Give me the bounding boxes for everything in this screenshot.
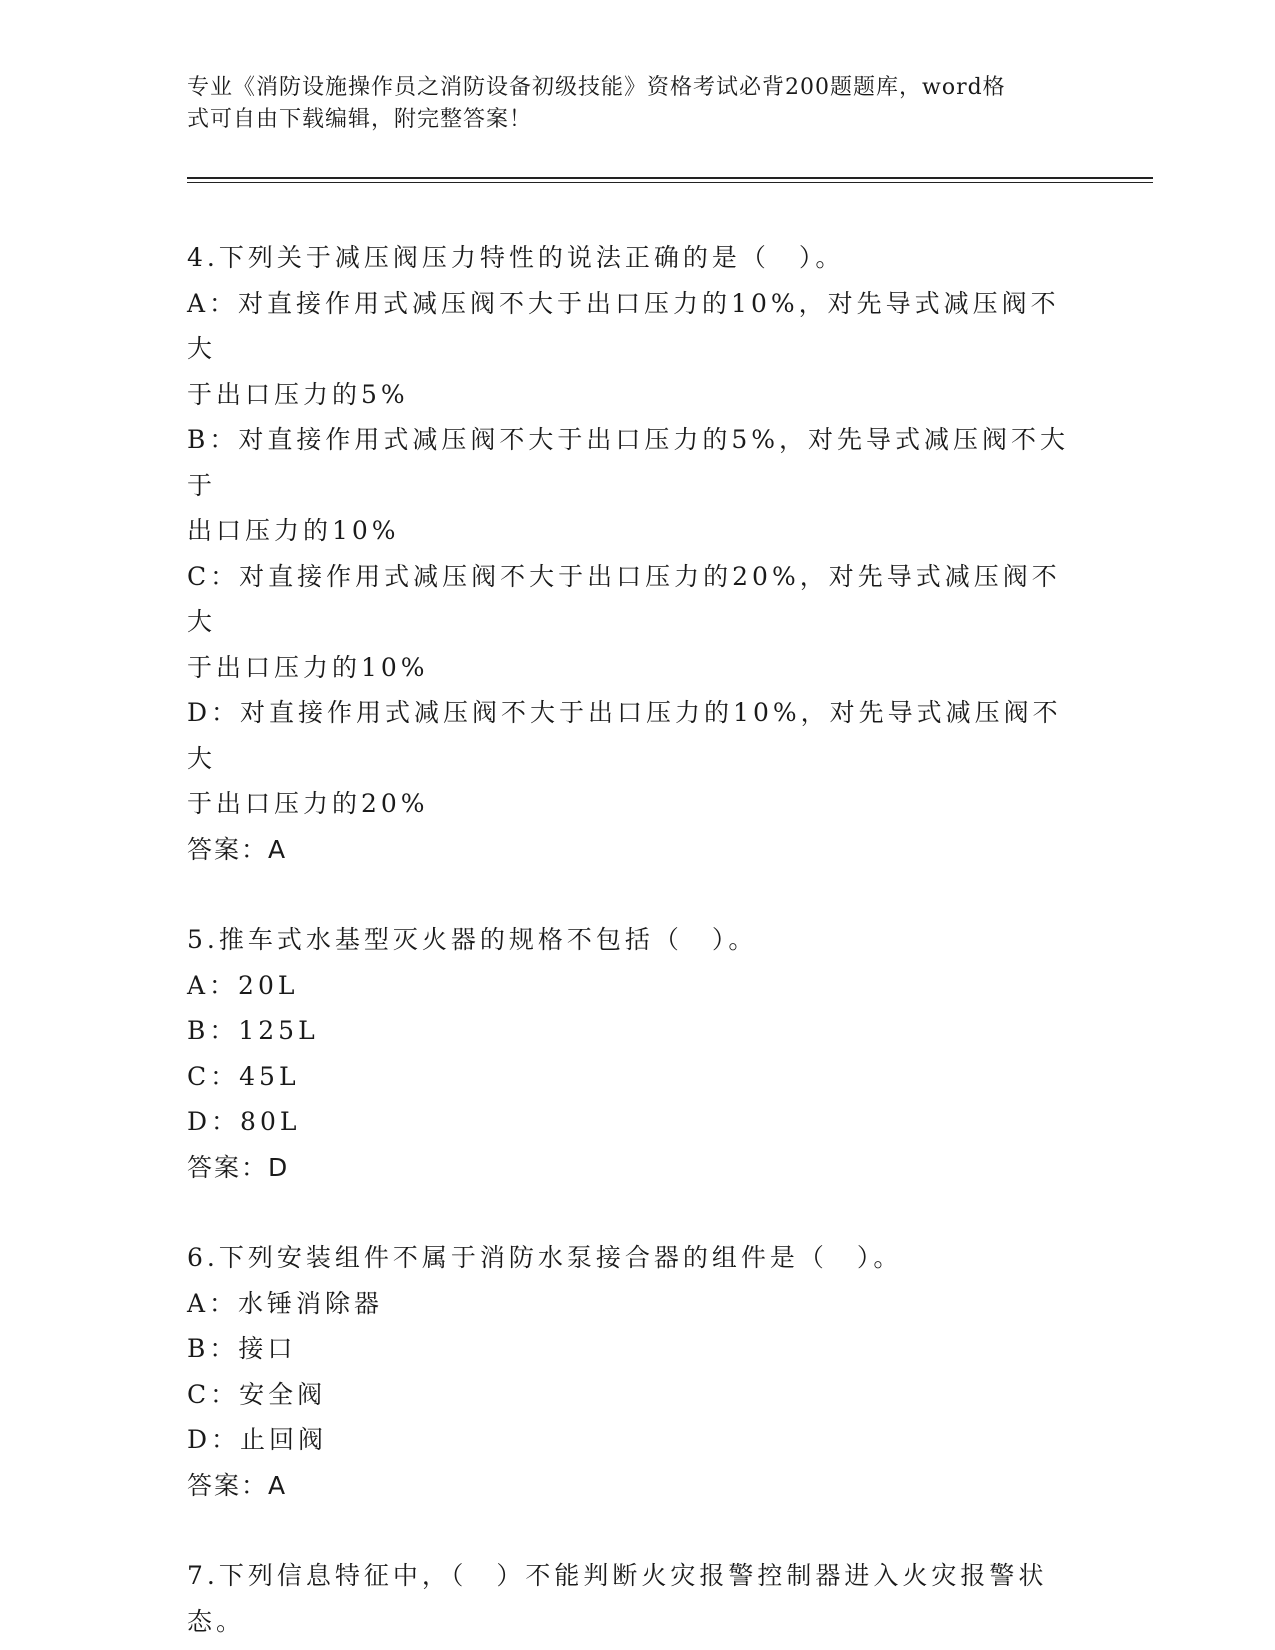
- question-option: C：安全阀: [187, 1379, 327, 1409]
- question-stem: 6.下列安装组件不属于消防水泵接合器的组件是（ ）。: [187, 1243, 903, 1272]
- question-spacer: [187, 872, 1087, 917]
- header-divider-thick: [187, 177, 1153, 179]
- question-option: B：125L: [187, 1016, 319, 1045]
- question-option: A：对直接作用式减压阀不大于出口压力的10%，对先导式减压阀不大: [187, 288, 1060, 363]
- question-option: 于出口压力的10%: [187, 652, 429, 682]
- question-answer: 答案：A: [187, 1470, 288, 1500]
- question-option: A：水锤消除器: [187, 1288, 384, 1318]
- question-option: C：45L: [187, 1061, 300, 1091]
- question-option: D：80L: [187, 1107, 301, 1136]
- document-header: [187, 72, 1067, 136]
- header-line-2: 式可自由下载编辑，附完整答案！: [187, 107, 533, 132]
- question-option: D：止回阀: [187, 1425, 328, 1454]
- question-block: [187, 1235, 1087, 1508]
- header-line-1: 专业《消防设施操作员之消防设备初级技能》资格考试必背200题题库，word格: [187, 75, 1006, 100]
- question-block: [187, 917, 1087, 1190]
- question-answer: 答案：D: [187, 1152, 290, 1182]
- question-option: B：对直接作用式减压阀不大于出口压力的5%，对先导式减压阀不大于: [187, 425, 1070, 500]
- question-block: [187, 235, 1087, 872]
- question-option: 出口压力的10%: [187, 516, 400, 545]
- question-block: [187, 1553, 1087, 1644]
- question-spacer: [187, 1190, 1087, 1235]
- question-option: B：接口: [187, 1334, 297, 1363]
- question-option: A：20L: [187, 970, 299, 1000]
- question-stem: 4.下列关于减压阀压力特性的说法正确的是（ ）。: [187, 243, 845, 272]
- question-stem: 5.推车式水基型灭火器的规格不包括（ ）。: [187, 925, 758, 954]
- question-option: 于出口压力的5%: [187, 379, 409, 409]
- question-answer: 答案：A: [187, 834, 288, 864]
- question-option: C：对直接作用式减压阀不大于出口压力的20%，对先导式减压阀不大: [187, 561, 1061, 636]
- question-stem: 7.下列信息特征中，（ ）不能判断火灾报警控制器进入火灾报警状: [187, 1561, 1048, 1590]
- question-list: [187, 235, 1087, 1644]
- question-stem: 态。: [187, 1606, 246, 1636]
- question-spacer: [187, 1508, 1087, 1553]
- question-option: 于出口压力的20%: [187, 789, 429, 818]
- question-option: D：对直接作用式减压阀不大于出口压力的10%，对先导式减压阀不大: [187, 698, 1062, 773]
- header-divider-thin: [187, 182, 1153, 183]
